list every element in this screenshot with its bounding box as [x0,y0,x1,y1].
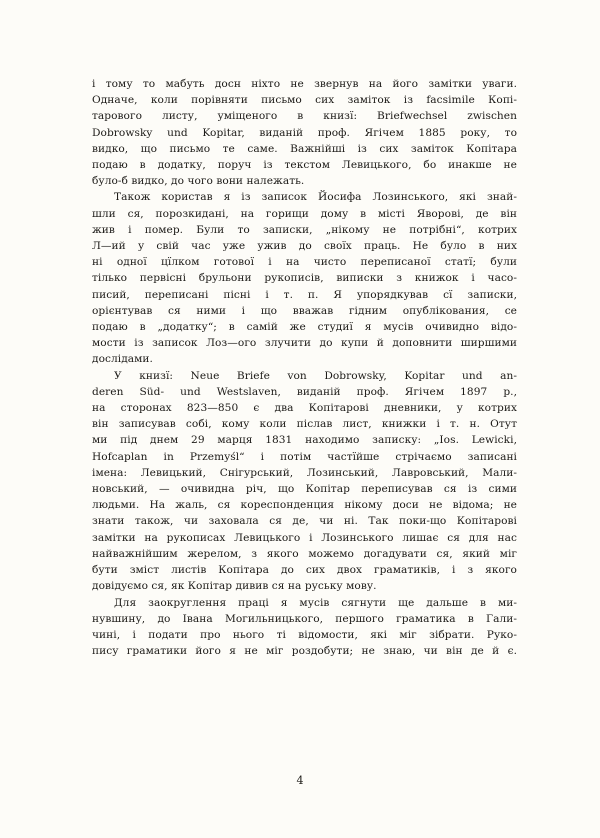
page-number: 4 [296,774,304,787]
text-line: новський, — очивидна річ, що Копітар переписував ся із сими [92,483,517,496]
text-line: чині, і подати про нього ті відомости, які міг зібрати. Руко- [92,628,517,641]
paragraph-3 [92,368,517,595]
text-line: подаю в „додатку“; в самій же студиї я мусів очивидно відо- [92,321,517,334]
text-line: Одначе, коли порівняти письмо сих заміток із facsimile Копі- [92,94,517,107]
text-line: тілько первісні брульони рукописів, виписки з книжок і часо- [92,272,517,285]
body-text [92,76,517,659]
text-line: нувшину, до Івана Могильницького, першого граматика в Гали- [92,612,517,625]
paragraph-1 [92,76,517,189]
paragraph-4 [92,595,517,660]
text-line: deren Süd- und Westslaven, виданій проф. Ягічем 1897 р., [92,385,517,398]
text-line: орієнтував ся ними і що вважав гідним опублікования, се [92,304,517,317]
text-line: Hofcaplan in Przemyśl“ і потім частїйше стрічаємо записані [92,450,517,463]
text-line: довідуємо ся, як Копітар дивив ся на руську мову. [92,580,377,593]
text-line: У книзї: Neue Briefe von Dobrowsky, Kopitar und an- [114,369,517,382]
text-line: ми під днем 29 марця 1831 находимо записку: „Ios. Lewicki, [92,434,517,447]
text-line: знати також, чи заховала ся де, чи ні. Так поки-що Копітарові [92,515,517,528]
text-line: імена: Левицький, Снігурський, Лозинський, Лавровський, Мали- [92,466,517,479]
text-line: шли ся, порозкидані, на горищи дому в місті Яворові, де він [92,207,517,220]
text-line: тарового листу, уміщеного в книзї: Briefwechsel zwischen [92,110,517,123]
text-line: на сторонах 823—850 є два Копітарові дневники, у котрих [92,402,517,415]
text-line: дослідами. [92,353,153,366]
text-line: писий, переписані пісні і т. п. Я упорядкував сї записки, [92,288,517,301]
text-line: найважнійшим жерелом, з якого можемо догадувати ся, який міг [92,547,517,560]
text-line: бути зміст листів Копітара до сих двох граматиків, і з якого [92,564,517,577]
text-line: він записував собі, кому коли післав лист, книжки і т. н. Отут [92,418,517,431]
paragraph-2 [92,189,517,367]
text-line: мости із записок Лоз—ого злучити до купи й доповнити ширшими [92,337,517,350]
text-line: замітки на рукописах Левицького і Лозинського лишає ся для нас [92,531,517,544]
text-line: Для заокруглення праці я мусів сягнути ще дальше в ми- [114,596,517,609]
text-line: Л—ий у свій час уже ужив до своїх праць. Не було в них [92,240,517,253]
text-line: жив і помер. Були то записки, „нікому не потрібні“, котрих [92,223,517,236]
text-line: Також користав я із записок Йосифа Лозинського, які знай- [114,191,517,204]
text-line: видко, що письмо те саме. Важнійші із сих заміток Копітара [92,142,517,155]
text-line: подаю в додатку, поруч із текстом Левицького, бо инакше не [92,159,517,172]
text-line: Dobrowsky und Kopitar, виданій проф. Ягічем 1885 року, то [92,126,517,139]
text-line: було-б видко, до чого вони належать. [92,175,305,188]
text-line: ні одної цїлком готової і на чисто переписаної статї; були [92,256,517,269]
text-line: і тому то мабуть досн ніхто не звернув на його замітки уваги. [92,78,517,90]
text-line: людьми. На жаль, ся кореспонденция нікому доси не відома; не [92,499,517,512]
text-line: пису граматики його я не міг роздобути; не знаю, чи він де й є. [92,645,517,658]
